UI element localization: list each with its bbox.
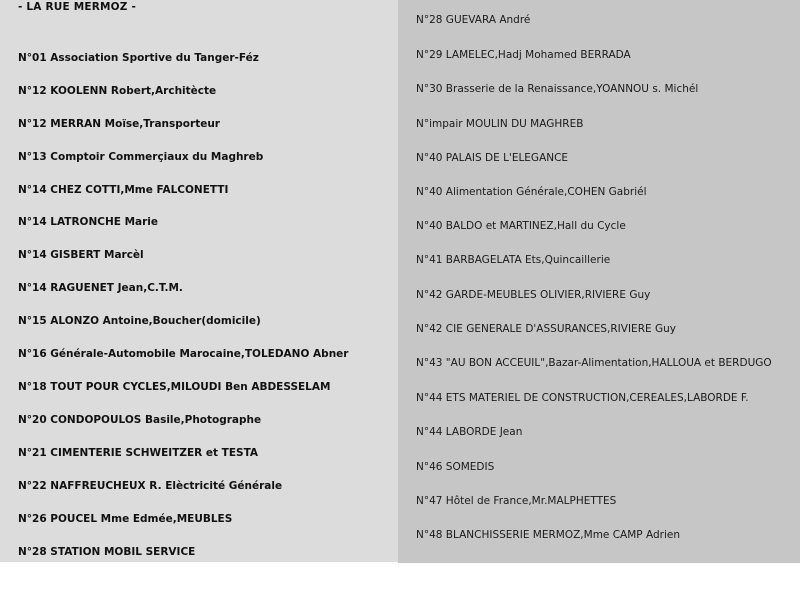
list-item: N°44 LABORDE Jean <box>416 426 523 438</box>
list-item: N°12 MERRAN Moïse,Transporteur <box>18 118 220 130</box>
list-item: N°42 CIE GENERALE D'ASSURANCES,RIVIERE Guy <box>416 323 676 335</box>
right-column <box>398 0 800 563</box>
list-item: N°44 ETS MATERIEL DE CONSTRUCTION,CEREALES,LABORDE F. <box>416 392 749 404</box>
list-item: N°40 PALAIS DE L'ELEGANCE <box>416 152 569 164</box>
list-item: N°47 Hôtel de France,Mr.MALPHETTES <box>416 495 617 507</box>
list-item: N°12 KOOLENN Robert,Architècte <box>18 85 217 97</box>
list-item: N°26 POUCEL Mme Edmée,MEUBLES <box>18 513 233 525</box>
list-item: N°14 GISBERT Marcèl <box>18 249 144 261</box>
list-item: N°21 CIMENTERIE SCHWEITZER et TESTA <box>18 447 259 459</box>
list-item: N°28 STATION MOBIL SERVICE <box>18 546 196 558</box>
page-heading: - LA RUE MERMOZ - <box>18 1 137 13</box>
list-item: N°01 Association Sportive du Tanger-Féz <box>18 52 259 64</box>
list-item: N°43 "AU BON ACCEUIL",Bazar-Alimentation,HALLOUA et BERDUGO <box>416 357 772 369</box>
list-item: N°48 BLANCHISSERIE MERMOZ,Mme CAMP Adrien <box>416 529 680 541</box>
list-item: N°46 SOMEDIS <box>416 461 495 473</box>
list-item: N°42 GARDE-MEUBLES OLIVIER,RIVIERE Guy <box>416 289 651 301</box>
list-item: N°18 TOUT POUR CYCLES,MILOUDI Ben ABDESSELAM <box>18 381 331 393</box>
list-item: N°14 RAGUENET Jean,C.T.M. <box>18 282 183 294</box>
left-column <box>0 0 398 562</box>
list-item: N°28 GUEVARA André <box>416 14 531 26</box>
list-item: N°30 Brasserie de la Renaissance,YOANNOU s. Michél <box>416 83 699 95</box>
list-item: N°impair MOULIN DU MAGHREB <box>416 118 584 130</box>
list-item: N°13 Comptoir Commerçiaux du Maghreb <box>18 151 264 163</box>
list-item: N°20 CONDOPOULOS Basile,Photographe <box>18 414 262 426</box>
list-item: N°29 LAMELEC,Hadj Mohamed BERRADA <box>416 49 631 61</box>
list-item: N°40 BALDO et MARTINEZ,Hall du Cycle <box>416 220 626 232</box>
list-item: N°40 Alimentation Générale,COHEN Gabriél <box>416 186 647 198</box>
list-item: N°16 Générale-Automobile Marocaine,TOLEDANO Abner <box>18 348 349 360</box>
list-item: N°14 LATRONCHE Marie <box>18 216 159 228</box>
list-item: N°15 ALONZO Antoine,Boucher(domicile) <box>18 315 261 327</box>
list-item: N°22 NAFFREUCHEUX R. Elèctricité Générale <box>18 480 283 492</box>
list-item: N°41 BARBAGELATA Ets,Quincaillerie <box>416 254 611 266</box>
list-item: N°14 CHEZ COTTI,Mme FALCONETTI <box>18 184 229 196</box>
